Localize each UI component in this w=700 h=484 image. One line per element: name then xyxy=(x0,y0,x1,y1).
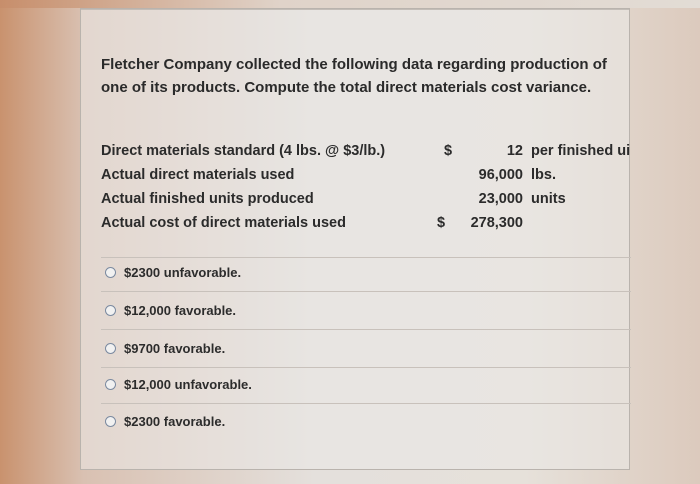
answer-option-5[interactable] xyxy=(105,410,225,432)
question-text: Fletcher Company collected the following data regarding production of one of its products. Compute the total direct materials cost variance. xyxy=(101,56,607,96)
divider xyxy=(101,257,631,258)
answer-option-label: $9700 favorable. xyxy=(124,340,226,356)
data-row-value: 278,300 xyxy=(470,215,523,231)
divider xyxy=(101,329,631,330)
question-card xyxy=(80,8,630,470)
answer-option-3[interactable] xyxy=(105,337,225,359)
divider xyxy=(101,291,631,292)
radio-button[interactable] xyxy=(105,379,116,390)
data-row-value: 12 xyxy=(506,143,523,159)
data-row-value: 23,000 xyxy=(478,191,523,207)
answer-option-label: $12,000 unfavorable. xyxy=(124,376,252,392)
radio-button[interactable] xyxy=(105,267,116,278)
data-row-label: Actual direct materials used xyxy=(101,167,295,183)
divider xyxy=(101,403,631,404)
radio-button[interactable] xyxy=(105,305,116,316)
data-row-label: Actual finished units produced xyxy=(101,191,314,207)
data-row-currency: $ xyxy=(444,143,453,159)
data-row-actual-cost xyxy=(101,215,631,239)
answer-option-label: $2300 favorable. xyxy=(124,413,226,429)
data-row-unit: per finished ui xyxy=(531,143,631,159)
answer-option-1[interactable] xyxy=(105,261,241,283)
data-row-units-produced xyxy=(101,191,631,215)
answer-option-4[interactable] xyxy=(105,373,252,395)
data-row-unit: lbs. xyxy=(531,167,556,183)
divider xyxy=(101,367,631,368)
answer-option-2[interactable] xyxy=(105,299,236,321)
radio-button[interactable] xyxy=(105,416,116,427)
data-row-actual-used xyxy=(101,167,631,191)
top-edge-bar xyxy=(0,0,700,8)
radio-button[interactable] xyxy=(105,343,116,354)
data-row-label: Direct materials standard (4 lbs. @ $3/lb.) xyxy=(101,143,386,159)
answer-option-label: $12,000 favorable. xyxy=(124,302,237,318)
data-row-unit: units xyxy=(531,191,566,207)
data-table xyxy=(101,143,631,239)
data-row-value: 96,000 xyxy=(478,167,523,183)
data-row-standard xyxy=(101,143,631,167)
data-row-label: Actual cost of direct materials used xyxy=(101,215,346,231)
answer-option-label: $2300 unfavorable. xyxy=(124,264,242,280)
data-row-currency: $ xyxy=(437,215,446,231)
card-top-border xyxy=(81,9,629,10)
